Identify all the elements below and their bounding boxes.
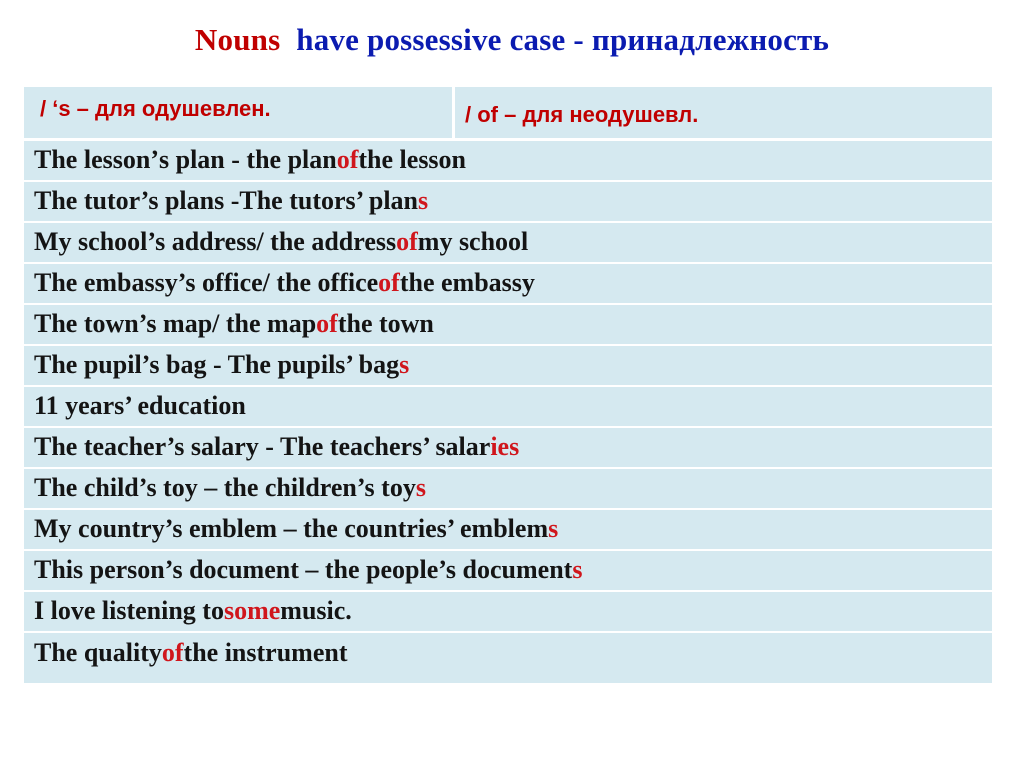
- row-text: the lesson: [358, 145, 467, 175]
- slide-title: [0, 22, 1024, 58]
- row-text: my school: [417, 227, 529, 257]
- row-text: 11 years’ education: [34, 391, 246, 421]
- table-row: [24, 305, 992, 344]
- table-row: [24, 551, 992, 590]
- row-text: The lesson: [34, 145, 151, 175]
- row-text: The child’s toy – the children’s toy: [34, 473, 416, 503]
- row-text: music.: [280, 596, 352, 626]
- header-cell-inanimate: / of – для неодушевл.: [455, 87, 992, 138]
- table-row: [24, 223, 992, 262]
- table-body: [24, 141, 992, 683]
- possessive-table: [24, 87, 992, 686]
- row-text: The quality: [34, 638, 162, 667]
- highlighted-text: s: [399, 350, 410, 380]
- row-text: s plan - the plan: [158, 145, 337, 175]
- title-word-nouns: Nouns: [194, 22, 281, 57]
- row-text: The pupil’s bag - The pupils’ bag: [34, 350, 400, 380]
- highlighted-text: s: [418, 186, 429, 216]
- highlighted-text: of: [316, 309, 338, 339]
- table-row: [24, 264, 992, 303]
- table-row: [24, 346, 992, 385]
- row-text: The teacher’s salary - The teachers’ salar: [34, 432, 491, 462]
- highlighted-text: of: [336, 145, 359, 175]
- highlighted-text: ies: [490, 432, 520, 462]
- row-text: My school’s address/ the address: [34, 227, 397, 257]
- row-text: The embassy’s office/ the office: [34, 268, 379, 298]
- row-text: the embassy: [399, 268, 535, 298]
- header-cell-animate: / ‘s – для одушевлен.: [24, 87, 452, 138]
- table-row: [24, 510, 992, 549]
- highlighted-text: of: [396, 227, 418, 257]
- table-row: [24, 182, 992, 221]
- highlighted-text: some: [223, 596, 281, 626]
- table-header-row: [24, 87, 992, 138]
- row-text: This person’s document – the people’s document: [34, 555, 573, 585]
- table-row: [24, 592, 992, 631]
- row-text: The tutor’s plans -The tutors’ plan: [34, 186, 419, 216]
- row-text: the instrument: [183, 638, 348, 667]
- row-text: I love listening to: [34, 596, 224, 626]
- table-row: [24, 469, 992, 508]
- highlighted-text: s: [415, 473, 426, 503]
- table-row: [24, 141, 992, 180]
- row-text: My country’s emblem – the countries’ emblem: [34, 514, 549, 544]
- table-row: [24, 428, 992, 467]
- row-text: ’: [150, 145, 159, 175]
- highlighted-text: of: [161, 638, 184, 667]
- table-row: [24, 633, 992, 683]
- highlighted-text: s: [572, 555, 583, 585]
- row-text: the town: [337, 309, 434, 339]
- highlighted-text: s: [548, 514, 559, 544]
- row-text: The town’s map/ the map: [34, 309, 317, 339]
- highlighted-text: of: [378, 268, 400, 298]
- table-row: [24, 387, 992, 426]
- title-rest: have possessive case - принадлежность: [296, 22, 830, 57]
